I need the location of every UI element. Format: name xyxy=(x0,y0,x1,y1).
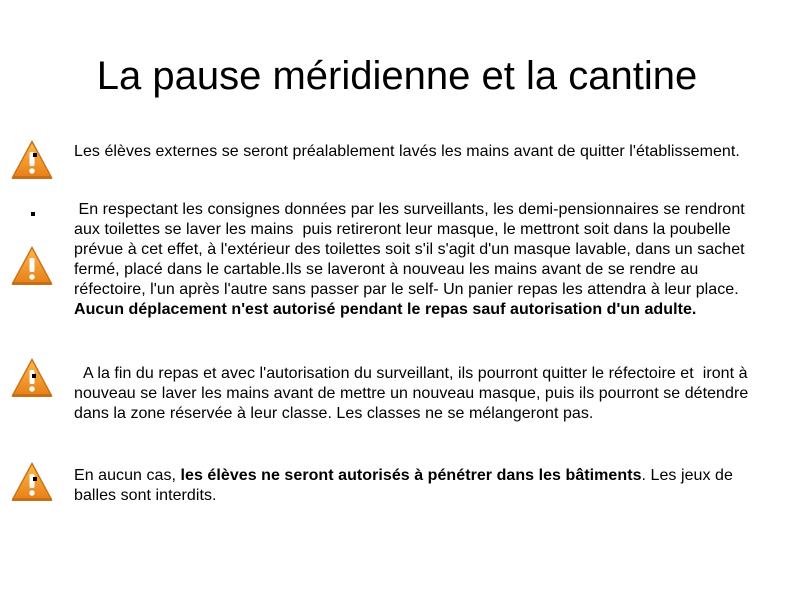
page-title: La pause méridienne et la cantine xyxy=(96,54,698,98)
item-text-end: . Les jeux de balles sont interdits. xyxy=(74,467,733,504)
item-text: En aucun cas, xyxy=(74,467,181,484)
warning-triangle-icon xyxy=(10,244,54,286)
list-item-batiments xyxy=(74,466,754,506)
item-text: A la fin du repas et avec l'autorisation du surveillant, ils pourront quitter le réfectoire et iront à nouveau se laver les mains avant de mettre un nouveau masque, puis ils pourront se détendre dans la zone réservée à leur classe. Les classes ne se mélangeront pas. xyxy=(74,365,753,422)
item-text: En respectant les consignes données par les surveillants, les demi-pensionnaires se rendront aux toilettes se laver les mains puis retireront leur masque, le mettront soit dans la poubelle prévue à cet effet, à l'extérieur des toilettes soit s'il s'agit d'un masque lavable, dans un sachet fermé, placé dans le cartable.Ils se laveront à nouveau les mains avant de se rendre au réfectoire, l'un après l'autre sans passer par le self- Un panier repas les attendra à leur place. xyxy=(74,201,750,298)
item-text-bold: les élèves ne seront autorisés à pénétrer dans les bâtiments xyxy=(180,467,642,484)
list-item-demi-pensionnaires xyxy=(74,200,754,320)
item-text: Les élèves externes se seront préalablement lavés les mains avant de quitter l'établissement. xyxy=(74,143,740,160)
list-item-fin-repas xyxy=(74,364,754,424)
list-bullet xyxy=(32,374,36,378)
list-bullet xyxy=(31,212,35,216)
list-bullet xyxy=(33,153,37,157)
list-item-externes xyxy=(74,142,764,162)
item-text-bold: Aucun déplacement n'est autorisé pendant le repas sauf autorisation d'un adulte. xyxy=(74,301,697,318)
warning-triangle-icon xyxy=(10,460,54,502)
warning-triangle-icon xyxy=(10,138,54,180)
list-bullet xyxy=(33,477,37,481)
